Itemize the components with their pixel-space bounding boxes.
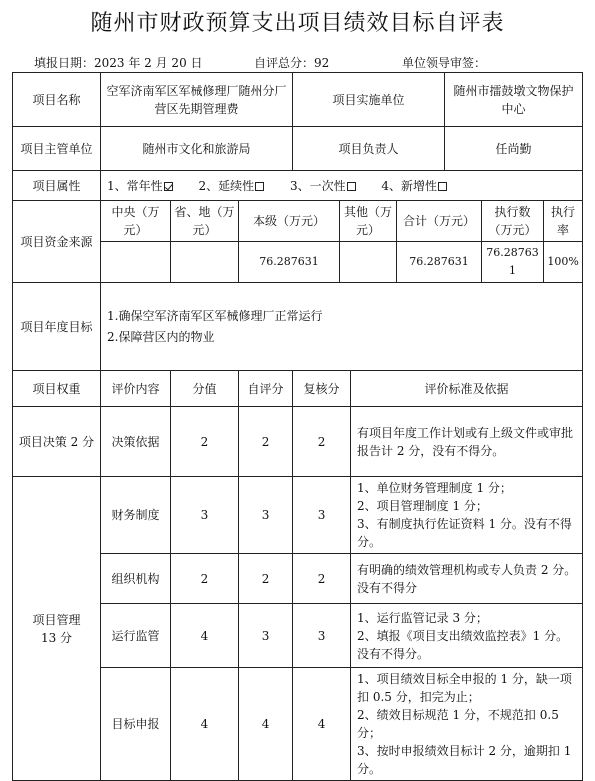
funding-provincial-value [171,242,239,283]
standard-line: 1、运行监管记录 3 分； [357,610,488,625]
fill-date: 填报日期：2023 年 2 月 20 日 [34,56,203,70]
finance-review-score: 3 [293,477,351,554]
annual-goal-line: 1.确保空军济南军区军械修理厂正常运行 [107,309,323,323]
decision-content: 决策依据 [101,407,171,477]
organization-self-score: 2 [239,554,293,604]
goal-declaration-score: 4 [171,668,239,781]
impl-unit-label: 项目实施单位 [293,73,445,127]
header-self-score: 自评分 [239,371,293,407]
standard-line: 1、项目绩效目标全申报的 1 分，缺一项扣 0.5 分，扣完为止； [357,672,572,704]
annual-goal-content [101,283,583,371]
standard-line: 2、项目管理制度 1 分； [357,499,488,513]
funding-header-row [13,201,583,242]
supervisor-row [13,127,583,171]
leader-label: 项目负责人 [293,127,445,171]
decision-standard: 有项目年度工作计划或有上级文件或审批报告计 2 分，没有不得分。 [351,407,583,477]
annual-goal-line: 2.保障营区内的物业 [107,330,215,344]
goal-declaration-self-score: 4 [239,668,293,781]
management-weight-points: 13 分 [40,630,73,645]
header-review-score: 复核分 [293,371,351,407]
funding-executed-value: 76.287631 [482,242,544,283]
standard-line: 1、单位财务管理制度 1 分； [357,481,512,495]
funding-header-other: 其他（万元） [340,201,397,242]
organization-standard [351,554,583,604]
attr-new[interactable]: 4、新增性 [381,177,447,195]
organization-review-score: 2 [293,554,351,604]
supervisor-value: 随州市文化和旅游局 [101,127,293,171]
standard-line: 3、按时申报绩效目标计 2 分，逾期扣 1 分。 [357,744,572,776]
attributes-row [13,171,583,201]
standard-line: 2、填报《项目支出绩效监控表》1 分。没有不得分。 [357,628,569,661]
attr-one-time[interactable]: 3、一次性 [290,177,356,195]
standard-line: 2、绩效目标规范 1 分，不规范扣 0.5 分； [357,708,559,740]
finance-content: 财务制度 [101,477,171,554]
header-score: 分值 [171,371,239,407]
funding-header-provincial: 省、地（万元） [171,201,239,242]
management-weight [13,477,101,781]
funding-local-value: 76.287631 [239,242,340,283]
goal-declaration-review-score: 4 [293,668,351,781]
funding-label: 项目资金来源 [13,201,101,283]
checkbox-icon[interactable] [438,182,447,191]
checkbox-icon[interactable] [347,182,356,191]
goal-declaration-standard [351,668,583,781]
funding-total-value: 76.287631 [397,242,482,283]
attr-continuing[interactable]: 2、延续性 [198,177,264,195]
decision-weight: 项目决策 2 分 [13,407,101,477]
funding-header-total: 合计（万元） [397,201,482,242]
finance-self-score: 3 [239,477,293,554]
supervisor-label: 项目主管单位 [13,127,101,171]
leader-value: 任尚勤 [445,127,583,171]
project-name-value: 空军济南军区军械修理厂随州分厂营区先期管理费 [101,73,293,127]
funding-header-executed: 执行数（万元） [482,201,544,242]
standard-line: 3、有制度执行佐证资料 1 分。没有不得分。 [357,517,572,549]
total-score: 自评总分：92 [254,56,330,70]
funding-other-value [340,242,397,283]
funding-header-central: 中央（万元） [101,201,171,242]
goal-declaration-content: 目标申报 [101,668,171,781]
supervision-review-score: 3 [293,604,351,668]
supervision-score: 4 [171,604,239,668]
decision-review-score: 2 [293,407,351,477]
organization-content: 组织机构 [101,554,171,604]
management-weight-title: 项目管理 [32,612,81,627]
supervision-standard [351,604,583,668]
funding-header-rate: 执行率 [544,201,583,242]
decision-score: 2 [171,407,239,477]
header-weight: 项目权重 [13,371,101,407]
eval-header-row [13,371,583,407]
organization-score: 2 [171,554,239,604]
decision-self-score: 2 [239,407,293,477]
funding-central-value [101,242,171,283]
impl-unit-value: 随州市擂鼓墩文物保护中心 [445,73,583,127]
checkbox-icon[interactable] [255,182,264,191]
supervision-content: 运行监管 [101,604,171,668]
checkbox-checked-icon[interactable] [164,182,173,191]
finance-score: 3 [171,477,239,554]
standard-line: 有明确的绩效管理机构或专人负责 2 分。没有不得分 [357,562,577,595]
leader-review: 单位领导审签： [402,56,487,70]
supervision-self-score: 3 [239,604,293,668]
page-title: 随州市财政预算支出项目绩效目标自评表 [90,11,505,36]
project-name-label: 项目名称 [13,73,101,127]
attr-perennial[interactable]: 1、常年性 [107,177,173,195]
project-name-row [13,73,583,127]
decision-row [13,407,583,477]
finance-standard [351,477,583,554]
attributes-options [101,171,583,201]
management-row-finance [13,477,583,554]
attributes-label: 项目属性 [13,171,101,201]
funding-header-local: 本级（万元） [239,201,340,242]
header-content: 评价内容 [101,371,171,407]
evaluation-table [12,72,583,781]
annual-goal-row [13,283,583,371]
annual-goal-label: 项目年度目标 [13,283,101,371]
funding-rate-value: 100% [544,242,583,283]
header-standard: 评价标准及依据 [351,371,583,407]
